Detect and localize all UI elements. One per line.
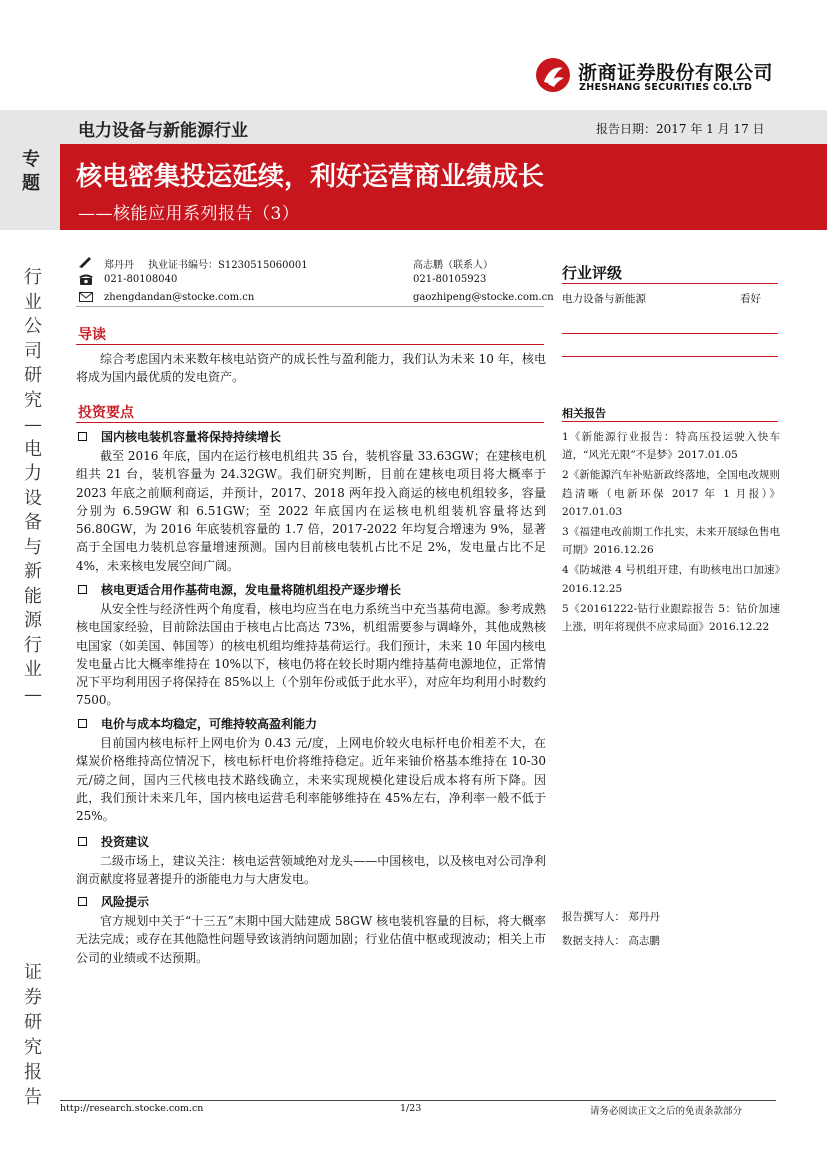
rating-value: 看好 [740,293,761,305]
bullet-investment [78,833,548,850]
key-points-title: 投资要点 [78,405,134,421]
risk-text: 官方规划中关于“十三五”末期中国大陆建成 58GW 核电装机容量的目标，将大概率无法完成；或存在其他隐性问题导致该消纳问题加剧；行业估值中枢或现波动；相关上市公司的业绩或不达预期。 [76,914,546,965]
bullet-risk [78,893,548,910]
report-writer: 报告撰写人： 郑丹丹 [562,911,660,923]
bullet-profitability-title: 电价与成本均稳定，可维持较高盈利能力 [101,717,318,731]
bullet-profitability [78,715,548,732]
intro-paragraph [76,350,546,387]
analyst1-email[interactable]: zhengdandan@stocke.com.cn [104,292,255,303]
intro-underline [76,344,544,345]
rating-divider-1 [562,333,778,334]
email-icon [78,290,94,304]
bullet-baseload [78,581,548,598]
related-reports-title: 相关报告 [562,407,606,420]
profitability-text: 目前国内核电标杆上网电价为 0.43 元/度，上网电价较火电标杆电价相差不大，在煤炭价格维持高位情况下，核电标杆电价将维持稳定。近年来铀价格基本维持在 10-30 元/磅之间，国内三代核电技术路线确立，未来实现规模化建设后成本将有所下降。因此，我们预计未来几年，国内核电运营毛利率能够维持在 45%左右，净利率一般不低于 25%。 [76,736,546,824]
analyst1-phone: 021-80108040 [104,274,178,285]
bullet-risk-title: 风险提示 [101,895,150,909]
analyst1-name: 郑丹丹 [104,260,134,271]
company-logo [534,56,774,96]
capacity-paragraph [76,447,546,575]
related-divider [562,421,778,422]
checkbox-bullet-icon [78,432,87,441]
company-name-en: ZHESHANG SECURITIES CO.LTD [579,82,753,93]
phone-icon [78,272,94,286]
related-report-item[interactable]: 1《新能源行业报告：特高压投运驶入快车道，“风光无限”不是梦》2017.01.05 [562,431,780,462]
footer-divider [60,1100,776,1101]
industry-title: 电力设备与新能源行业 [78,121,248,141]
checkbox-bullet-icon [78,719,87,728]
rating-divider-top [562,283,778,284]
company-name-cn: 浙商证券股份有限公司 [578,62,774,84]
analyst2-email[interactable]: gaozhipeng@stocke.com.cn [413,292,554,303]
baseload-text: 从安全性与经济性两个角度看，核电均应当在电力系统当中充当基荷电源。参考成熟核电国家经验，目前除法国由于核电占比高达 73%，机组需要参与调峰外，其他成熟核电国家（如美国、韩国等）的核电机组均维持基荷运行。我们预计，未来 10 年国内核电发电量占比大概率维持在 10%以下，核电仍将在较长时期内维持基荷电源地位，正常情况下平均利用因子将保持在 85%以上（个别年份或低于此水平），对应年均利用小时数约 7500。 [76,602,546,708]
pen-icon [78,254,94,268]
key-points-underline [76,422,544,423]
side-label-report-type: 证券研究报告 [24,962,42,1108]
page-number: 1/23 [400,1103,422,1114]
side-label-category: 行业公司研究—电力设备与新能源行业— [24,267,42,705]
bullet-baseload-title: 核电更适合用作基荷电源，发电量将随机组投产逐步增长 [101,583,402,597]
investment-text: 二级市场上，建议关注：核电运营领域绝对龙头——中国核电，以及核电对公司净利润贡献度将显著提升的浙能电力与大唐发电。 [76,854,546,887]
related-reports-list [562,428,780,638]
report-date: 报告日期：2017 年 1 月 17 日 [596,122,765,136]
analyst-divider [76,306,544,307]
checkbox-bullet-icon [78,897,87,906]
intro-title: 导读 [78,327,106,343]
footer-disclaimer: 请务必阅读正文之后的免责条款部分 [590,1106,743,1117]
related-report-item[interactable]: 4《防城港 4 号机组开建，有助核电出口加速》2016.12.25 [562,564,780,595]
zheshang-logo-icon [534,56,572,94]
rating-sector: 电力设备与新能源 [562,293,646,305]
checkbox-bullet-icon [78,837,87,846]
risk-paragraph [76,912,546,967]
investment-paragraph [76,852,546,889]
data-support: 数据支持人： 高志鹏 [562,935,660,947]
page-subtitle: ——核能应用系列报告（3） [78,204,300,224]
related-report-item[interactable]: 2《新能源汽车补贴新政终落地，全国电改规则趋清晰（电新环保 2017 年 1 月报）》2017.01.03 [562,469,780,518]
related-report-item[interactable]: 5《20161222-钴行业跟踪报告 5：钴价加速上涨，明年将现供不应求局面》2016.12.22 [562,602,780,634]
baseload-paragraph [76,600,546,710]
rating-title: 行业评级 [562,264,623,282]
profitability-paragraph [76,734,546,825]
bullet-capacity-title: 国内核电装机容量将保持持续增长 [101,430,282,444]
page-title: 核电密集投运延续，利好运营商业绩成长 [76,162,545,192]
analyst1-cert: 执业证书编号：S1230515060001 [148,260,308,271]
footer-url[interactable]: http://research.stocke.com.cn [60,1103,204,1114]
bullet-capacity [78,428,548,445]
related-report-item[interactable]: 3《福建电改前期工作扎实，未来开展绿色售电可期》2016.12.26 [562,526,780,557]
capacity-text: 截至 2016 年底，国内在运行核电机组共 35 台，装机容量 33.63GW；在建核电机组共 21 台，装机容量为 24.32GW。我们研究判断，目前在建核电项目将大概率于 2023 年底之前顺利商运，并预计，2017、2018 两年投入商运的核电机组较多，容量分别为 6.59GW 和 6.51GW；至 2022 年底国内在运核电机组装机容量将达到 56.80GW，为 2016 年底装机容量的 1.7 倍，2017-2022 年均复合增速为 9%，显著高于全国电力装机总容量增速预测。国内目前核电装机占比不足 2%，发电量占比不足 4%，未来核电发展空间广阔。 [76,449,546,573]
intro-text: 综合考虑国内未来数年核电站资产的成长性与盈利能力，我们认为未来 10 年，核电将成为国内最优质的发电资产。 [76,352,546,385]
checkbox-bullet-icon [78,585,87,594]
bullet-investment-title: 投资建议 [101,835,150,849]
rating-divider-2 [562,356,778,357]
analyst2-phone: 021-80105923 [413,274,487,285]
side-label-topic: 专题 [22,149,40,194]
analyst2-name: 高志鹏（联系人） [413,260,493,271]
